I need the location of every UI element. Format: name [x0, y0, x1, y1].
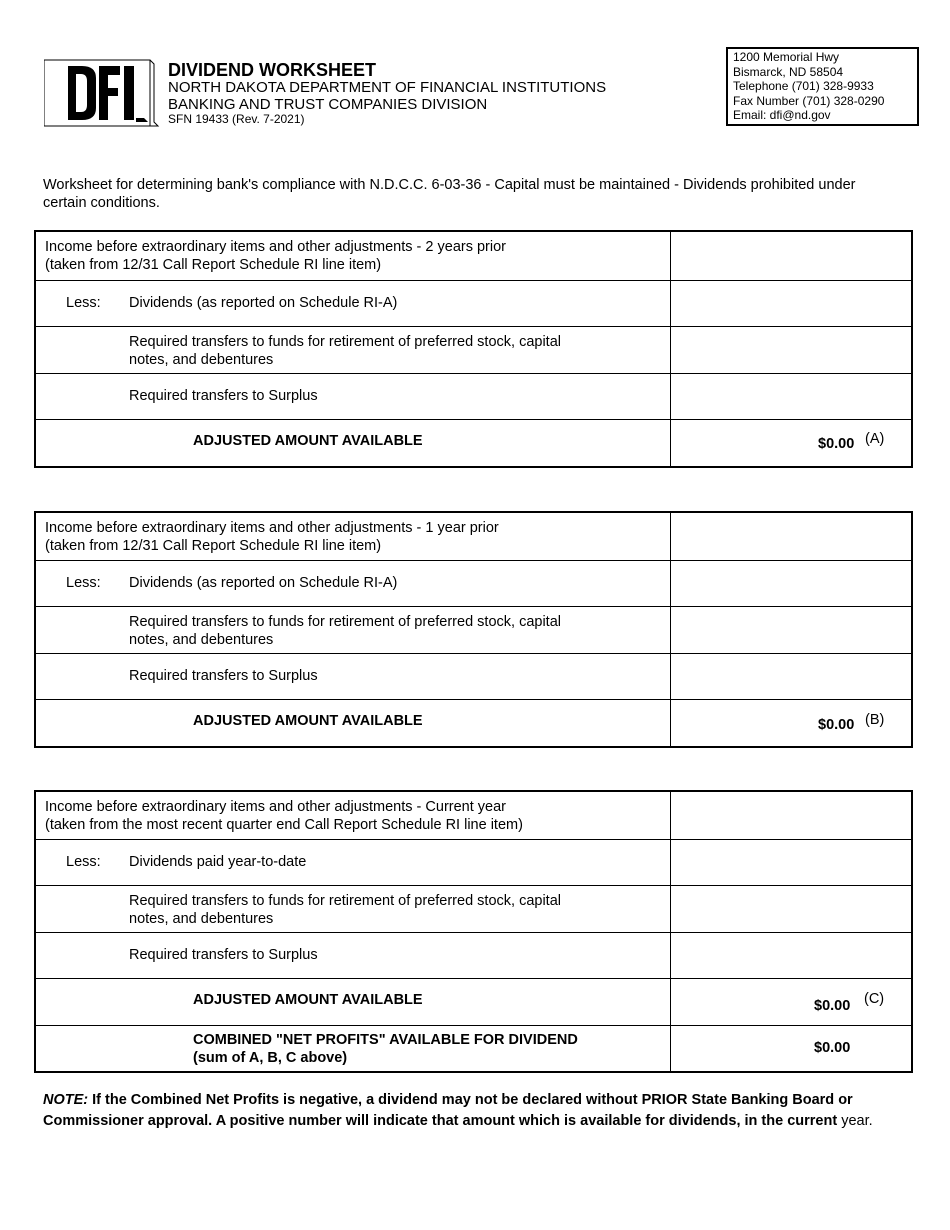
combined-amount: $0.00 — [814, 1040, 851, 1056]
form-title: DIVIDEND WORKSHEET — [168, 60, 377, 80]
retirement-amount-field[interactable] — [671, 886, 911, 932]
adjusted-label: ADJUSTED AMOUNT AVAILABLE — [193, 713, 423, 729]
income-row — [36, 232, 911, 280]
dividends-amount-field[interactable] — [671, 281, 911, 326]
division-name: BANKING AND TRUST COMPANIES DIVISION — [168, 96, 488, 113]
less-label: Less: — [66, 575, 101, 591]
income-label: Income before extraordinary items and other adjustments - 1 year prior (taken from 12/31 Call Report Schedule RI line item) — [45, 520, 499, 554]
retirement-row — [36, 885, 911, 932]
retirement-label: Required transfers to funds for retirement of preferred stock, capital notes, and debentures — [129, 893, 561, 927]
surplus-label: Required transfers to Surplus — [129, 668, 318, 684]
form-number: SFN 19433 (Rev. 7-2021) — [168, 112, 305, 126]
note-text — [43, 1090, 913, 1132]
income-label: Income before extraordinary items and other adjustments - Current year (taken from the most recent quarter end Call Report Schedule RI line item) — [45, 799, 523, 833]
dividends-row — [36, 839, 911, 885]
income-row — [36, 792, 911, 839]
surplus-row — [36, 653, 911, 699]
address-street: 1200 Memorial Hwy — [733, 50, 840, 64]
dfi-logo — [44, 58, 160, 128]
marker-c: (C) — [864, 991, 885, 1007]
note-lead: NOTE: — [43, 1092, 89, 1108]
retirement-amount-field[interactable] — [671, 327, 911, 373]
less-label: Less: — [66, 854, 101, 870]
adjusted-amount: $0.00 — [814, 998, 851, 1014]
marker-b: (B) — [865, 712, 885, 728]
retirement-row — [36, 326, 911, 373]
surplus-amount-field[interactable] — [671, 654, 911, 699]
intro-text: Worksheet for determining bank's compliance with N.D.C.C. 6-03-36 - Capital must be maintained - Dividends prohibited under certain conditions. — [43, 177, 856, 211]
surplus-label: Required transfers to Surplus — [129, 388, 318, 404]
address-city: Bismarck, ND 58504 — [733, 64, 844, 79]
address-box — [726, 47, 919, 126]
income-label: Income before extraordinary items and other adjustments - 2 years prior (taken from 12/31 Call Report Schedule RI line item) — [45, 239, 506, 273]
note-tail: year. — [837, 1113, 873, 1129]
address-email: Email: dfi@nd.gov — [733, 108, 831, 122]
retirement-amount-field[interactable] — [671, 607, 911, 653]
income-amount-field[interactable] — [671, 792, 911, 839]
worksheet-section-b — [34, 511, 913, 748]
adjusted-label: ADJUSTED AMOUNT AVAILABLE — [193, 992, 423, 1008]
note-body: If the Combined Net Profits is negative, a dividend may not be declared without PRIOR State Banking Board or Commissioner approval. A positive number will indicate that amount which is available for dividends, in the — [43, 1092, 853, 1129]
dividends-amount-field[interactable] — [671, 561, 911, 606]
department-name: NORTH DAKOTA DEPARTMENT OF FINANCIAL INSTITUTIONS — [168, 79, 607, 96]
adjusted-row — [36, 419, 911, 466]
dividends-label: Dividends (as reported on Schedule RI-A) — [129, 295, 398, 311]
dividends-label: Dividends paid year-to-date — [129, 854, 307, 870]
note-emphasis: current — [787, 1113, 838, 1129]
surplus-amount-field[interactable] — [671, 374, 911, 419]
combined-label: COMBINED "NET PROFITS" AVAILABLE FOR DIVIDEND (sum of A, B, C above) — [193, 1032, 578, 1066]
surplus-row — [36, 373, 911, 419]
less-label: Less: — [66, 295, 101, 311]
adjusted-row — [36, 978, 911, 1025]
adjusted-row — [36, 699, 911, 746]
dividends-row — [36, 560, 911, 606]
surplus-row — [36, 932, 911, 978]
adjusted-amount: $0.00 — [818, 717, 855, 733]
retirement-label: Required transfers to funds for retirement of preferred stock, capital notes, and debentures — [129, 334, 561, 368]
surplus-label: Required transfers to Surplus — [129, 947, 318, 963]
dividends-row — [36, 280, 911, 326]
retirement-label: Required transfers to funds for retirement of preferred stock, capital notes, and debentures — [129, 614, 561, 648]
income-row — [36, 513, 911, 560]
surplus-amount-field[interactable] — [671, 933, 911, 978]
worksheet-section-c — [34, 790, 913, 1073]
dividends-amount-field[interactable] — [671, 840, 911, 885]
income-amount-field[interactable] — [671, 513, 911, 560]
address-telephone: Telephone (701) 328-9933 — [733, 79, 874, 93]
marker-a: (A) — [865, 431, 885, 447]
address-fax: Fax Number (701) 328-0290 — [733, 93, 885, 108]
adjusted-amount: $0.00 — [818, 436, 855, 452]
income-amount-field[interactable] — [671, 232, 911, 280]
retirement-row — [36, 606, 911, 653]
combined-row — [36, 1025, 911, 1071]
dividends-label: Dividends (as reported on Schedule RI-A) — [129, 575, 398, 591]
adjusted-label: ADJUSTED AMOUNT AVAILABLE — [193, 433, 423, 449]
worksheet-section-a — [34, 230, 913, 468]
